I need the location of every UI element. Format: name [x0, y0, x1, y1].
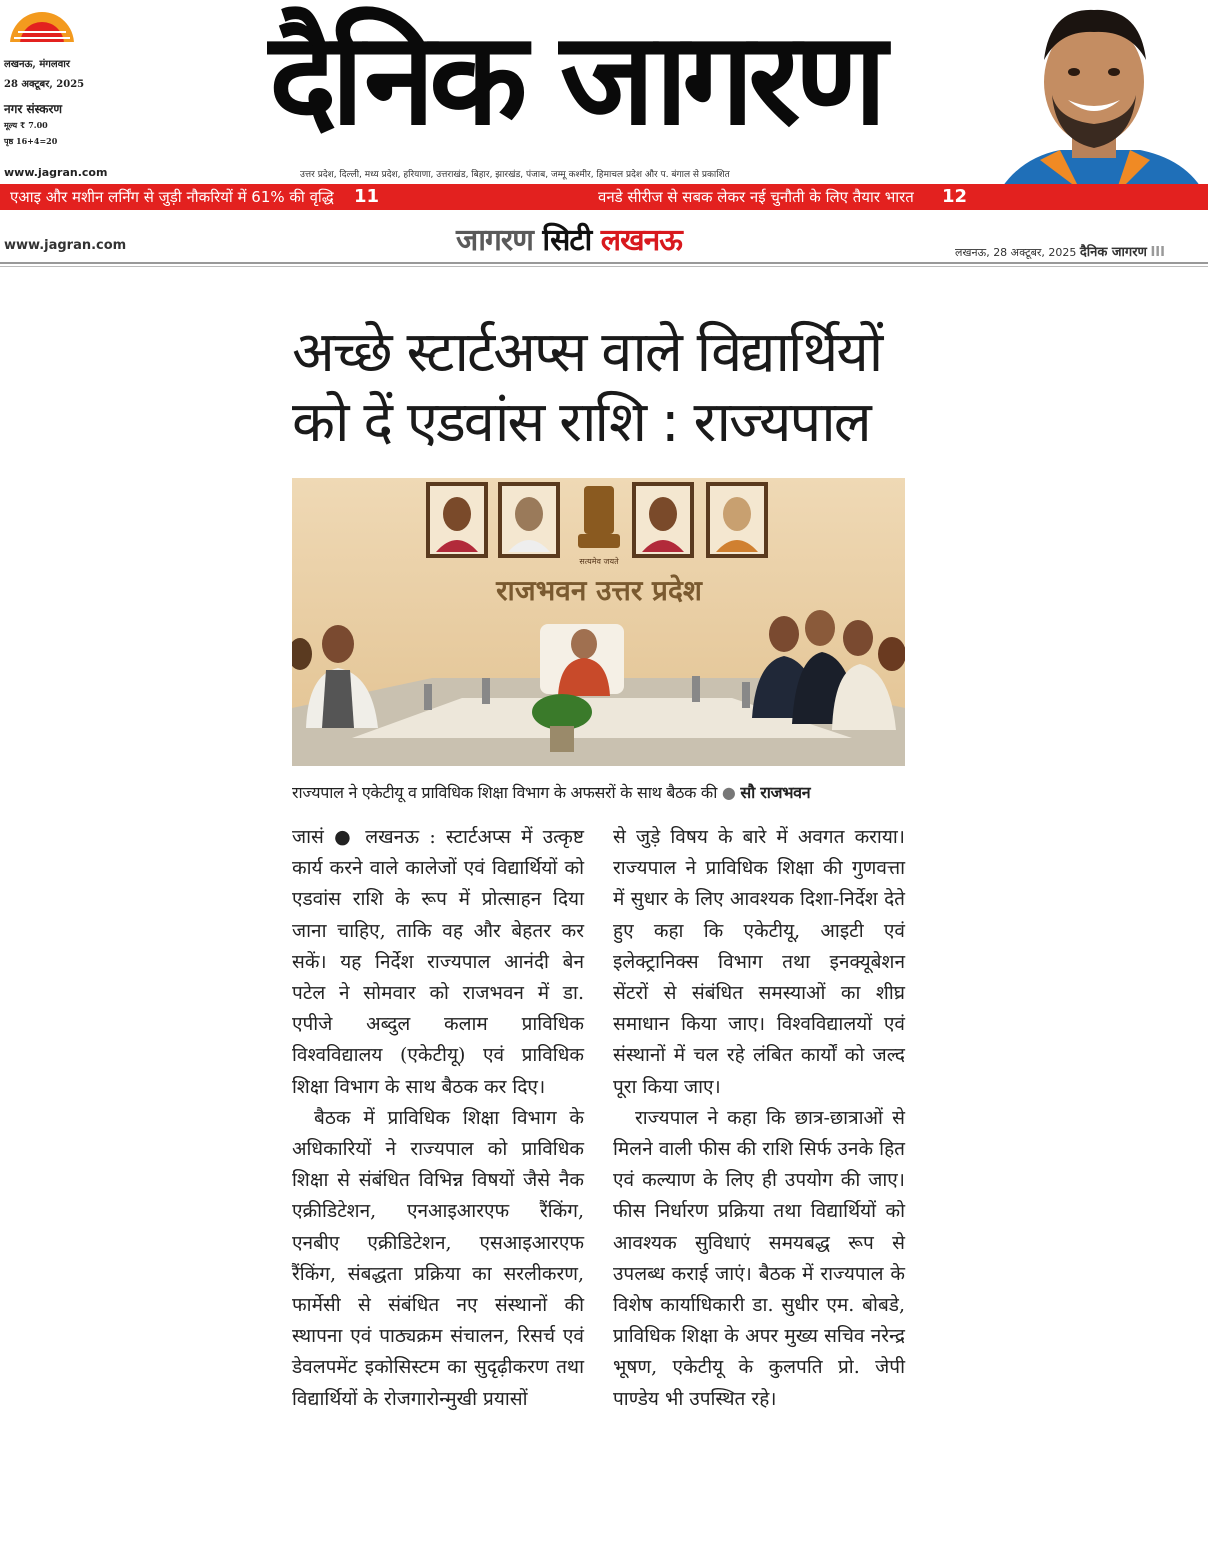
section-page-marker: III — [1150, 245, 1165, 260]
emblem-motto: सत्यमेव जयते — [579, 557, 619, 566]
article-paragraph: राज्यपाल ने कहा कि छात्र-छात्राओं से मिलने वाली फीस की राशि सिर्फ उनके हित एवं कल्याण के लिए ही उपयोग की जाए। फीस निर्धारण प्रक्रिया तथा विद्यार्थियों को आवश्यक सुविधाएं समयबद्ध रूप से उपलब्ध कराई जाएं। बैठक में राज्यपाल के विशेष कार्याधिकारी डा. सुधीर एम. बोबडे, प्राविधिक शिक्षा के अपर मुख्य सचिव नरेन्द्र भूषण, एकेटीयू के कुलपति प्रो. जेपी पाण्डेय भी उपस्थित रहे। — [613, 1106, 905, 1410]
newspaper-title: दैनिक जागरण — [268, 5, 882, 154]
edition: नगर संस्करण — [4, 102, 63, 116]
article-headline — [292, 318, 912, 458]
cricketer-portrait — [980, 0, 1208, 210]
section-dateline — [955, 242, 1165, 260]
article-column-right — [613, 822, 905, 1415]
published-from: उत्तर प्रदेश, दिल्ली, मध्य प्रदेश, हरियाणा, उत्तराखंड, बिहार, झारखंड, पंजाब, जम्मू कश्मीर, हिमाचल प्रदेश और प. बंगाल से प्रकाशित — [300, 170, 730, 180]
teaser-1-page: 11 — [354, 186, 380, 207]
teaser-2[interactable]: वनडे सीरीज से सबक लेकर नई चुनौती के लिए तैयार भारत — [598, 188, 914, 206]
rajbhavan-sign: राजभवन उत्तर प्रदेश — [496, 574, 702, 607]
section-name-2: सिटी — [542, 223, 592, 258]
article-paragraph: बैठक में प्राविधिक शिक्षा विभाग के अधिकारियों ने राज्यपाल को प्राविधिक शिक्षा से संबंधित विभिन्न विषयों जैसे नैक एक्रीडिटेशन, एनआइआरएफ रैंकिंग, एनबीए एक्रीडिटेशन, एसआइआरएफ रैंकिंग, संबद्धता प्रक्रिया का सरलीकरण, फार्मेसी से संबंधित नए संस्थानों की स्थापना एवं पाठ्यक्रम संचालन, रिसर्च एवं डेवलपमेंट इकोसिस्टम का सुदृढ़ीकरण तथा विद्यार्थियों के रोजगारोन्मुखी प्रयासों — [292, 1106, 584, 1410]
article-column-left — [292, 822, 584, 1415]
website-link[interactable]: www.jagran.com — [4, 166, 108, 179]
sun-logo-icon — [6, 4, 78, 46]
headline-line-2: को दें एडवांस राशि : राज्यपाल — [292, 390, 870, 455]
photo-caption: राज्यपाल ने एकेटीयू व प्राविधिक शिक्षा विभाग के अफसरों के साथ बैठक की ● सौ राजभवन — [292, 783, 811, 802]
issue-date: 28 अक्टूबर, 2025 — [4, 79, 85, 90]
teaser-2-page: 12 — [942, 186, 968, 207]
place-day: लखनऊ, मंगलवार — [4, 59, 70, 70]
teaser-1[interactable]: एआइ और मशीन लर्निंग से जुड़ी नौकरियों में 61% की वृद्धि — [10, 188, 334, 206]
section-paper: दैनिक जागरण — [1079, 245, 1147, 260]
section-city: लखनऊ — [600, 223, 682, 258]
section-name-1: जागरण — [456, 223, 533, 258]
divider — [0, 262, 1208, 264]
section-title — [456, 222, 682, 260]
page-count: पृष्ठ 16+4=20 — [4, 136, 58, 146]
caption-credit: सौ राजभवन — [740, 783, 811, 802]
meeting-photo — [292, 478, 905, 766]
price: मूल्य ₹ 7.00 — [4, 120, 48, 130]
section-website[interactable]: www.jagran.com — [4, 238, 127, 253]
section-date: लखनऊ, 28 अक्टूबर, 2025 — [955, 246, 1077, 259]
headline-line-1: अच्छे स्टार्टअप्स वाले विद्यार्थियों — [292, 320, 882, 385]
article-paragraph: जासं ● लखनऊ : स्टार्टअप्स में उत्कृष्ट कार्य करने वाले कालेजों एवं विद्यार्थियों को एडवांस राशि के रूप में प्रोत्साहन दिया जाना चाहिए, ताकि वह और बेहतर कर सकें। यह निर्देश राज्यपाल आनंदी बेन पटेल ने सोमवार को राजभवन में डा. एपीजे अब्दुल कलाम प्राविधिक विश्वविद्यालय (एकेटीयू) एवं प्राविधिक शिक्षा विभाग के साथ बैठक कर दिए। — [292, 826, 584, 1098]
caption-text: राज्यपाल ने एकेटीयू व प्राविधिक शिक्षा विभाग के अफसरों के साथ बैठक की — [292, 783, 718, 802]
article-paragraph: से जुड़े विषय के बारे में अवगत कराया। राज्यपाल ने प्राविधिक शिक्षा की गुणवत्ता में सुधार के लिए आवश्यक दिशा-निर्देश देते हुए कहा कि एकेटीयू, आइटी एवं इलेक्ट्रानिक्स विभाग तथा इनक्यूबेशन सेंटरों से संबंधित समस्याओं का शीघ्र समाधान किया जाए। विश्वविद्यालयों एवं संस्थानों में चल रहे लंबित कार्यों को जल्द पूरा किया जाए। — [613, 826, 905, 1098]
divider — [0, 266, 1208, 267]
